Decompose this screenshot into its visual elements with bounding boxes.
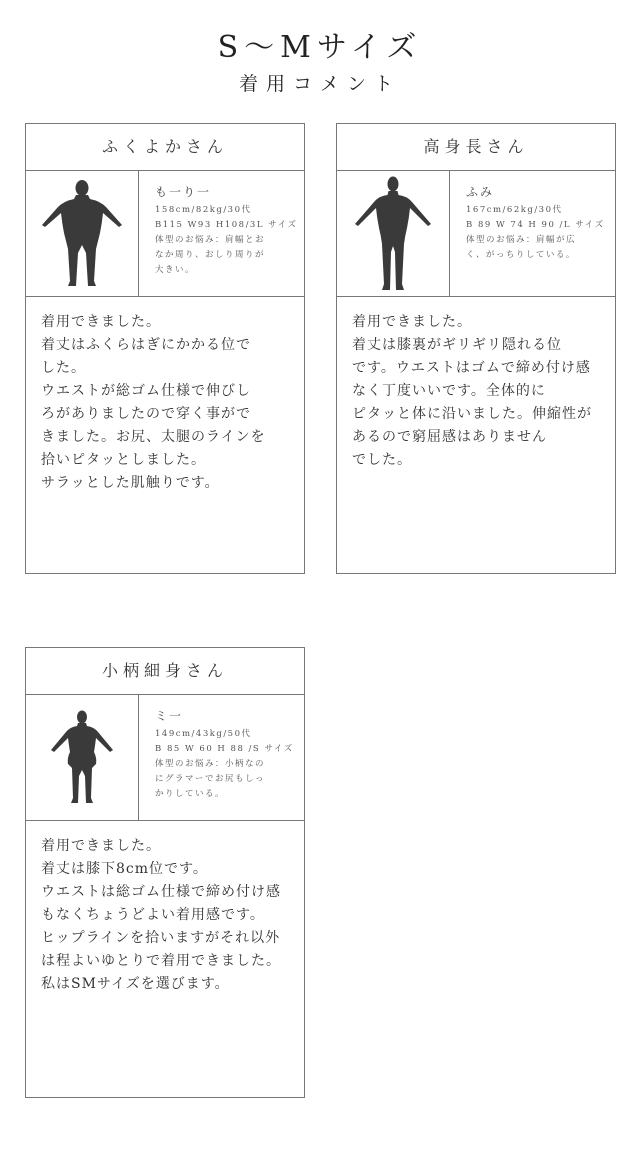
model-name: も一り一 (155, 185, 212, 199)
body-silhouette-icon (351, 176, 435, 292)
comment-line: サラッとした肌触りです。 (41, 475, 220, 491)
comment-line: 着用できました。 (41, 314, 161, 330)
model-name: ミ一 (155, 709, 184, 723)
comment-line: 着丈は膝下8cm位です。 (41, 861, 208, 877)
body-silhouette-icon (40, 179, 124, 289)
page-header (0, 28, 640, 98)
comment-line: ウエストが総ゴム仕様で伸びし (41, 383, 251, 399)
comment-line: でした。 (352, 452, 412, 468)
comment-line: です。ウエストはゴムで締め付け感 (352, 360, 591, 376)
model-info (139, 171, 304, 296)
body-silhouette-icon (47, 710, 117, 806)
comment-line: あるので窮屈感はありません (352, 429, 547, 445)
comment-line: なく丁度いいです。全体的に (352, 383, 546, 399)
comment-line: ウエストは総ゴム仕様で締め付け感 (41, 884, 281, 900)
comment-line: きました。お尻、太腿のラインを (41, 429, 266, 445)
comment-line: 着用できました。 (41, 838, 161, 854)
model-size: B115 W93 H108/3L サイズ (155, 220, 298, 230)
comment-line: 拾いピタッとしました。 (41, 452, 206, 468)
model-concern: 体型のお悩み：肩幅が広く、がっちりしている。 (466, 235, 577, 260)
comment-line: 着丈は膝裏がギリギリ隠れる位 (352, 337, 562, 353)
page-title: S～Mサイズ (217, 30, 423, 65)
model-stats: 149cm/43kg/50代 (155, 729, 252, 739)
model-profile (337, 171, 615, 297)
model-card-plump (25, 123, 305, 574)
model-size: B 85 W 60 H 88 /S サイズ (155, 744, 294, 754)
model-card-petite (25, 647, 305, 1098)
model-card-tall (336, 123, 616, 574)
model-profile (26, 695, 304, 821)
comment-line: 着用できました。 (352, 314, 472, 330)
model-concern: 体型のお悩み：肩幅とおなか周り、おしり周りが大きい。 (155, 235, 266, 275)
model-size: B 89 W 74 H 90 /L サイズ (466, 220, 605, 230)
comment-line: 私はSMサイズを選びます。 (41, 976, 230, 992)
model-name: ふみ (466, 185, 495, 199)
card-title: ふくよかさん (26, 124, 304, 171)
comment-line: 着丈はふくらはぎにかかる位で (41, 337, 251, 353)
silhouette-frame (337, 171, 450, 296)
model-stats: 158cm/82kg/30代 (155, 205, 252, 215)
page-subtitle: 着用コメント (238, 73, 401, 95)
wear-comment (26, 821, 304, 996)
model-concern: 体型のお悩み：小柄なのにグラマーでお尻もしっかりしている。 (155, 759, 266, 799)
silhouette-frame (26, 695, 139, 820)
model-info (139, 695, 304, 820)
comment-line: ろがありましたので穿く事がで (41, 406, 251, 422)
comment-line: ヒップラインを拾いますがそれ以外 (41, 930, 281, 946)
silhouette-frame (26, 171, 139, 296)
comment-line: ピタッと体に沿いました。伸縮性が (352, 406, 592, 422)
wear-comment (337, 297, 615, 472)
comment-line: もなくちょうどよい着用感です。 (41, 907, 265, 923)
model-profile (26, 171, 304, 297)
comment-line: は程よいゆとりで着用できました。 (41, 953, 281, 969)
model-stats: 167cm/62kg/30代 (466, 205, 563, 215)
model-info (450, 171, 615, 296)
comment-line: した。 (41, 360, 86, 376)
card-title: 高身長さん (337, 124, 615, 171)
wear-comment (26, 297, 304, 495)
card-title: 小柄細身さん (26, 648, 304, 695)
